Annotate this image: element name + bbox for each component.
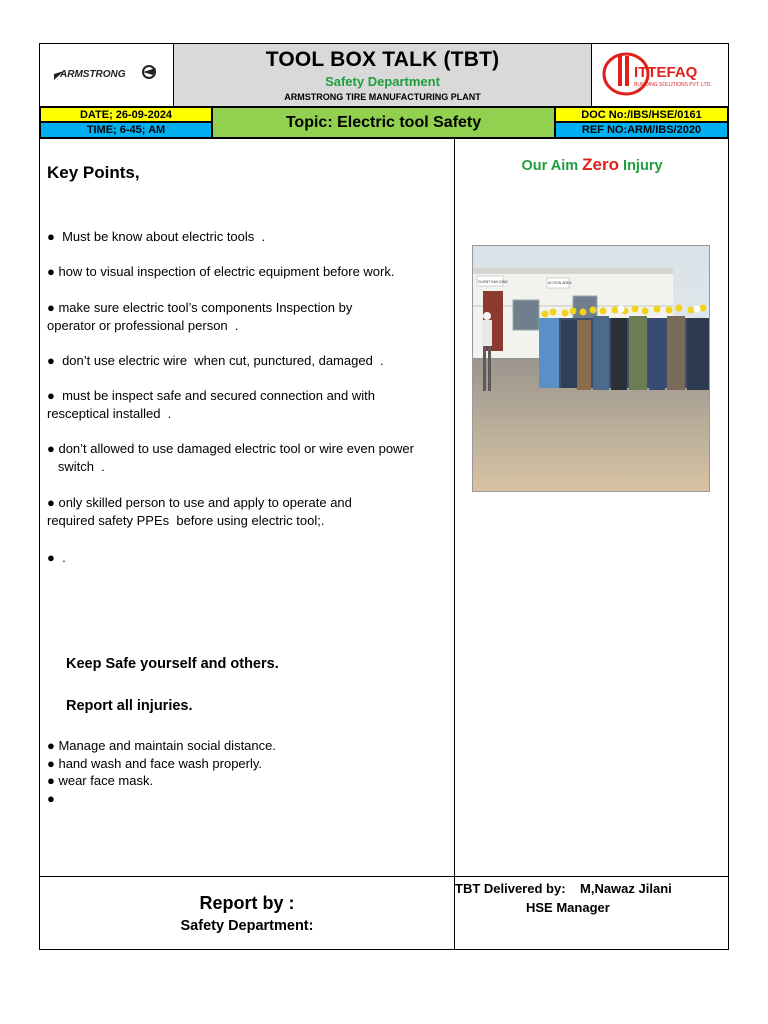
ref-no-cell: REF NO:ARM/IBS/2020: [555, 122, 728, 138]
reminder-item: ● hand wash and face wash properly.: [47, 755, 263, 771]
armstrong-logo-text: ARMSTRONG: [60, 69, 126, 80]
reminders-list: [47, 737, 407, 807]
aim-prefix: Our Aim: [521, 158, 579, 174]
key-point-item: ● don’t allowed to use damaged electric tool or wire even power switch .: [47, 441, 414, 474]
header-title-block: [174, 44, 592, 106]
key-point-item: ● must be inspect safe and secured connection and with resceptical installed .: [47, 388, 375, 421]
ittefaq-logo-text: ITTEFAQ: [634, 64, 698, 81]
reminder-item: ● Manage and maintain social distance.: [47, 738, 276, 753]
delivered-by-role: HSE Manager: [526, 900, 610, 915]
reminder-item: ● wear face mask.: [47, 773, 154, 788]
report-department: Safety Department:: [180, 918, 314, 934]
aim-slogan: [456, 155, 728, 175]
department-label: Safety Department: [325, 74, 440, 89]
date-cell: DATE; 26-09-2024: [40, 107, 212, 122]
footer-divider: [40, 876, 728, 877]
toolbox-talk-photo: [472, 245, 710, 492]
time-cell: TIME; 6-45; AM: [40, 122, 212, 138]
reminder-item: ●: [47, 790, 55, 806]
keep-safe-text: Keep Safe yourself and others.: [66, 656, 279, 672]
armstrong-logo: [40, 44, 174, 106]
key-point-item: ● how to visual inspection of electric equipment before work.: [47, 264, 395, 279]
key-point-item: ● don’t use electric wire when cut, punctured, damaged .: [47, 353, 384, 368]
topic-cell: Topic: Electric tool Safety: [212, 107, 555, 138]
plant-label: ARMSTRONG TIRE MANUFACTURING PLANT: [284, 92, 481, 102]
key-point-item: ● only skilled person to use and apply to operate and required safety PPEs before using electric tool;.: [47, 495, 352, 528]
photo-sign-2: ACTION AREA: [548, 281, 572, 285]
delivered-by-label: TBT Delivered by:: [455, 881, 566, 896]
aim-zero: Zero: [582, 155, 620, 174]
report-by-label: Report by :: [199, 893, 295, 913]
info-divider: [40, 138, 728, 139]
report-injuries-text: Report all injuries.: [66, 698, 193, 714]
delivered-by-name: M,Nawaz Jilani: [580, 881, 672, 896]
ittefaq-logo-subtext: BUILDING SOLUTIONS PVT. LTD.: [634, 82, 712, 88]
key-point-item: ● Must be know about electric tools .: [47, 229, 266, 244]
doc-no-cell: DOC No:/IBS/HSE/0161: [555, 107, 728, 122]
key-points-title: Key Points,: [47, 163, 140, 182]
ittefaq-logo: [592, 44, 728, 106]
key-point-item: ● .: [47, 550, 66, 565]
aim-suffix: Injury: [623, 158, 663, 174]
photo-sign-1: CLIENT BUILDING: [478, 280, 508, 284]
column-divider: [454, 138, 455, 949]
page-title: TOOL BOX TALK (TBT): [265, 48, 500, 71]
key-point-item: ● make sure electric tool’s components Inspection by operator or professional person .: [47, 300, 353, 333]
